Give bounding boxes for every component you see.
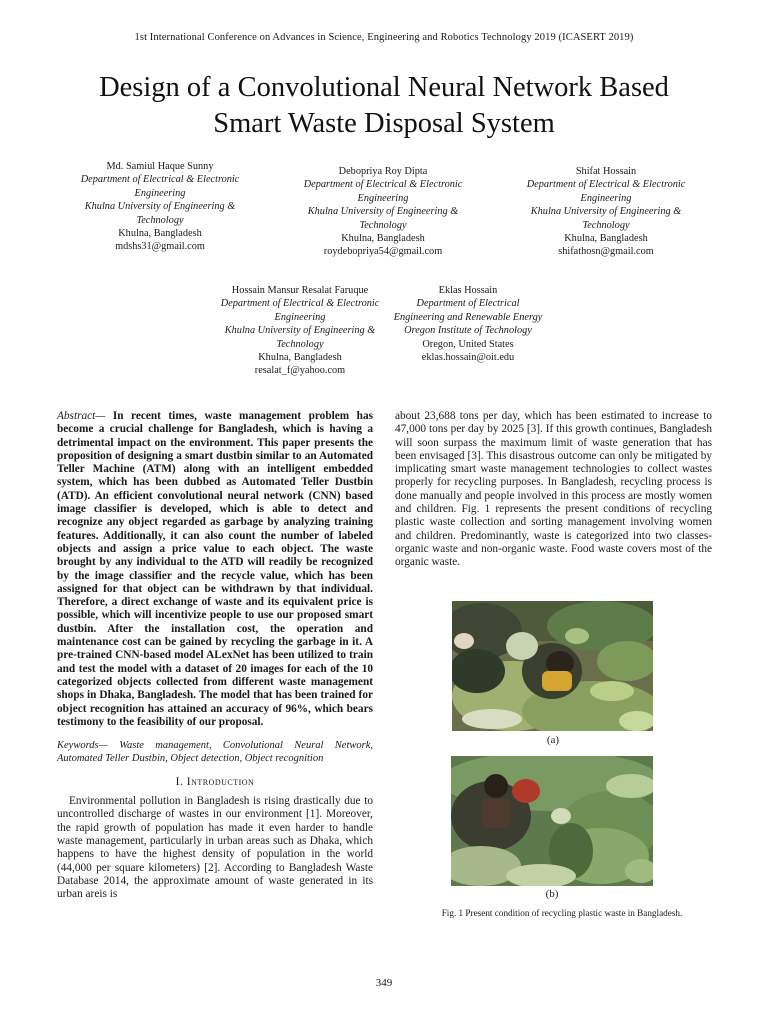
author-location: Oregon, United States [422,338,514,350]
author-department: Department of Electrical & Electronic Engineering [220,298,380,323]
author-university: Khulna University of Engineering & Technology [307,206,459,231]
author-block-5 [393,284,543,364]
author-department: Department of Electrical & Electronic Engineering [303,179,463,204]
paper-title [40,70,728,142]
intro-paragraph-right: about 23,688 tons per day, which has been estimated to increase to 47,000 tons per day by 2025 [3]. If this growth continues, Bangladesh will soon surpass the maximum limit of waste generation that has been envisaged [3]. This disastrous outcome can only be mitigated by implicating smart waste management technologies to collect wastes properly for recycling purposes. In Bangladesh, recycling process is done manually and people involved in this process are mostly women and children. Fig. 1 represents the present conditions of recycling plastic waste collection and sorting management involving women and children. Predominantly, waste is categorized into two classes-organic waste and non-organic waste. Food waste covers most of the organic waste. [395,410,712,569]
figure-1b-label: (b) [545,888,559,900]
author-block-1 [62,160,258,254]
author-email: resalat_f@yahoo.com [254,365,346,377]
author-block-4 [218,284,382,378]
left-column [57,410,373,901]
author-email: roydebopriya54@gmail.com [323,246,443,258]
section-title: Introduction [186,775,255,788]
author-university: Khulna University of Engineering & Technology [84,201,236,226]
author-email: mdshs31@gmail.com [115,241,205,253]
intro-paragraph-left: Environmental pollution in Bangladesh is rising drastically due to uncontrolled discharge of wastes in our environment [1]. Moreover, the rapid growth of population has made it even harder to handle waste management, particularly in urban areas such as Dhaka, which happens to have the highest density of population in the world (44,000 per square kilometers) [2]. According to Bangladesh Waste Database 2014, the approximate amount of waste generated in its urban areis is [57,795,373,901]
right-column [395,410,712,570]
author-block-3 [508,165,704,259]
author-name: Debopriya Roy Dipta [338,166,428,177]
figure-1a-image [452,601,653,731]
abstract [57,410,373,729]
page-number: 349 [375,977,393,989]
figure-1-caption: Fig. 1 Present condition of recycling plastic waste in Bangladesh. [441,908,683,918]
author-department: Department of Electrical & Electronic Engineering [526,179,686,204]
author-department: Department of Electrical Engineering and Renewable Energy [393,298,543,323]
keywords: Keywords— Waste management, Convolutional Neural Network, Automated Teller Dustbin, Object detection, Object recognition [57,740,373,765]
section-heading-introduction [57,776,373,789]
title-line-2: Smart Waste Disposal System [213,108,555,139]
author-name: Shifat Hossain [575,166,637,177]
abstract-lead: Abstract— [57,410,106,422]
author-name: Hossain Mansur Resalat Faruque [231,285,369,296]
abstract-body: In recent times, waste management problem has become a crucial challenge for Bangladesh, which is having a detrimental impact on the environment. This paper presents the proposition of designing a smart dustbin similar to an Automated Teller Machine (ATM) along with an intelligent embedded system, which has been dubbed as Automated Teller Dustbin (ATD). An efficient convolutional neural network (CNN) based image classifier is developed, which is able to detect and recognize any object regarded as garbage by analyzing training features. Additionally, it can also count the number of labeled objects and assign a price value to each object. The waste brought by any individual to the ATD will readily be recognized by the image classifier and the recycle value, which has been assigned for that object can be withdrawn by that individual. Therefore, a direct exchange of waste and its equivalent price is possible, which will incentivize people to use our proposed smart dustbin. After the installation cost, the operation and maintenance cost can be gained by recycling the garbage in it. A pre-trained CNN-based model ALexNet has been utilized to train and test the model with a dataset of 20 images for each of the 10 categorized objects collected from different waste management shops in Dhaka, Bangladesh. The model that has been trained for object recognition has attained an accuracy of 96%, which bears testimony to the feasibility of our proposal. [57,410,373,728]
section-number: I. [175,775,184,788]
title-line-1: Design of a Convolutional Neural Network Based [99,72,669,103]
figure-1a-label: (a) [546,734,560,746]
author-university: Oregon Institute of Technology [404,325,532,337]
author-email: shifathosn@gmail.com [558,246,654,258]
conference-header: 1st International Conference on Advances in Science, Engineering and Robotics Technology 2019 (ICASERT 2019) [134,32,634,43]
author-block-2 [285,165,481,259]
figure-1b-photo [451,756,653,886]
author-location: Khulna, Bangladesh [258,352,342,364]
author-university: Khulna University of Engineering & Technology [224,325,376,350]
figure-1b-image [451,756,653,886]
author-location: Khulna, Bangladesh [564,233,648,245]
figure-1a-photo [452,601,653,731]
author-email: eklas.hossain@oit.edu [421,352,515,364]
author-location: Khulna, Bangladesh [341,233,425,245]
author-location: Khulna, Bangladesh [118,228,202,240]
author-university: Khulna University of Engineering & Technology [530,206,682,231]
author-name: Md. Samiul Haque Sunny [106,161,214,172]
author-name: Eklas Hossain [438,285,498,296]
author-department: Department of Electrical & Electronic Engineering [80,174,240,199]
